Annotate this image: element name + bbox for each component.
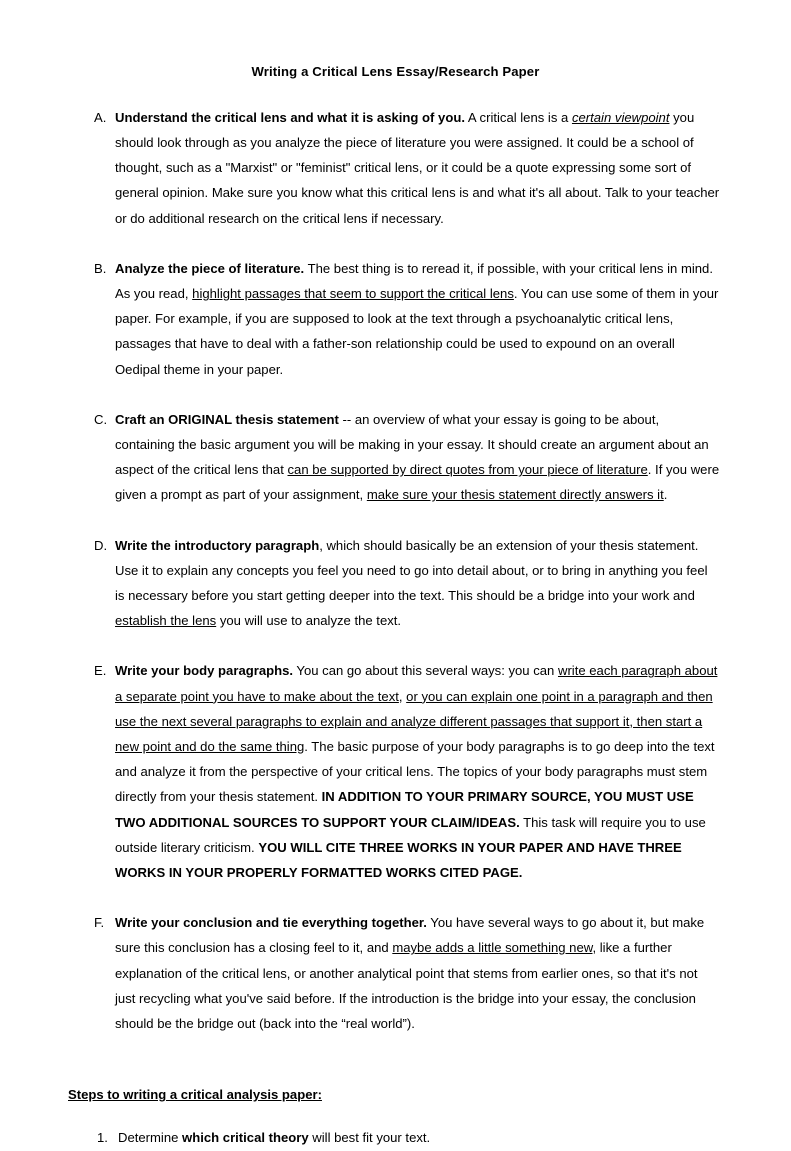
lettered-list [60, 105, 720, 1037]
list-item-a-text-1: A critical lens is a [464, 109, 572, 125]
list-item-b-lead: Analyze the piece of literature. [115, 260, 305, 276]
list-item-d-lead: Write the introductory paragraph [115, 537, 320, 553]
list-marker-d: D. [94, 537, 108, 553]
list-item-c-emphasis-1: can be supported by direct quotes from your piece of literature [287, 462, 648, 478]
list-marker-c: C. [94, 411, 108, 427]
list-item-e-emphasis-1: write each paragraph about a separate point you have to make about the text [115, 663, 718, 704]
list-item-f-text-1: You have several ways to go about it, but make sure this conclusion has a closing feel to it, and [115, 915, 705, 956]
lettered-steps-section [60, 105, 720, 1037]
list-item-c-text-2: . If you were given a prompt as part of your assignment, [115, 462, 720, 503]
list-item-f-text [115, 915, 704, 1031]
list-item-b-emphasis-1: highlight passages that seem to support the critical lens [192, 285, 514, 301]
page-title: Writing a Critical Lens Essay/Research Paper [251, 64, 540, 79]
list-item-c-emphasis-2: make sure your thesis statement directly answers it [366, 487, 664, 503]
list-item-e-emphasis-2: or you can explain one point in a paragraph and then use the next several paragraphs to explain and analyze different passages that support it, then start a new point and do the same thing [115, 688, 713, 754]
numbered-steps-section [60, 1125, 720, 1150]
list-item-c-text [115, 412, 719, 503]
numbered-list-item-1-text [118, 1130, 430, 1145]
list-item-d [60, 533, 720, 634]
list-item-a-text [115, 110, 719, 226]
list-item-a-text-2: you should look through as you analyze the piece of literature you were assigned. It could be a school of thought, such as a "Marxist" or "feminist" critical lens, or it could be a quote expressing some sort of general opinion. Make sure you know what this critical lens is and what it's all about. Talk to your teacher or do additional research on the critical lens if necessary. [115, 109, 720, 226]
numbered-item-1-text-2: will best fit your text. [308, 1130, 431, 1146]
list-item-e-text-1: You can go about this several ways: you can [293, 663, 558, 679]
list-item-a-lead: Understand the critical lens and what it is asking of you. [115, 109, 465, 125]
list-item-b-text [115, 261, 718, 377]
list-item-f [60, 910, 720, 1036]
list-marker-b: B. [94, 260, 107, 276]
list-item-e-text-4: This task will require you to use outside literary criticism. [115, 814, 706, 855]
list-item-d-text-1: , which should basically be an extension of your thesis statement. Use it to explain any concepts you feel you need to go into detail about, or to bring in anything you feel is necessary before you start getting deeper into the text. This should be a bridge into your work and [115, 537, 708, 603]
numbered-list [60, 1125, 720, 1150]
list-item-e-strong-1: IN ADDITION TO YOUR PRIMARY SOURCE, YOU MUST USE TWO ADDITIONAL SOURCES TO SUPPORT YOUR CLAIM/IDEAS. [115, 789, 694, 830]
list-item-f-text-2: , like a further explanation of the critical lens, or another analytical point that stems from earlier ones, so that it's not just recycling what you've said before. If the introduction is the bridge into your essay, the conclusion should be the bridge out (back into the “real world”). [115, 940, 698, 1031]
list-item-e-strong-2: YOU WILL CITE THREE WORKS IN YOUR PAPER AND HAVE THREE WORKS IN YOUR PROPERLY FORMATTED WORKS CITED PAGE. [115, 839, 682, 880]
list-item-d-emphasis-1: establish the lens [115, 613, 217, 629]
list-marker-1: 1. [97, 1130, 108, 1146]
list-item-d-text-2: you will use to analyze the text. [216, 613, 402, 629]
list-item-a-emphasis-1: certain viewpoint [571, 109, 670, 125]
list-item-b [60, 256, 720, 382]
list-item-c [60, 407, 720, 508]
list-item-e-text [115, 663, 717, 880]
steps-section-heading: Steps to writing a critical analysis paper: [68, 1087, 322, 1103]
list-item-c-text-1: -- an overview of what your essay is going to be about, containing the basic argument you will be making in your essay. It should create an argument about an aspect of the critical lens that [115, 411, 709, 478]
list-item-f-lead: Write your conclusion and tie everything together. [115, 915, 427, 931]
list-item-b-text-2: . You can use some of them in your paper. For example, if you are supposed to look at the text through a psychoanalytic critical lens, passages that have to deal with a father-son relationship could be used to expound on an overall Oedipal theme in your paper. [115, 285, 719, 377]
list-item-f-emphasis-1: maybe adds a little something new [392, 940, 593, 956]
list-item-b-text-1: The best thing is to reread it, if possible, with your critical lens in mind. As you read, [115, 260, 713, 301]
numbered-list-item-1 [60, 1125, 720, 1150]
list-item-c-lead: Craft an ORIGINAL thesis statement [115, 411, 339, 427]
list-marker-f: F. [94, 915, 105, 931]
list-item-d-text [115, 538, 708, 629]
list-item-e [60, 658, 720, 885]
numbered-item-1-text-1: Determine [118, 1130, 183, 1146]
list-marker-a: A. [94, 109, 107, 125]
numbered-item-1-strong-1: which critical theory [182, 1130, 309, 1146]
list-item-c-text-3: . [663, 487, 668, 503]
list-item-a [60, 105, 720, 231]
list-item-e-text-2: , [398, 688, 407, 704]
list-marker-e: E. [94, 663, 107, 679]
list-item-e-lead: Write your body paragraphs. [115, 663, 294, 679]
list-item-e-text-3: . The basic purpose of your body paragraphs is to go deep into the text and analyze it from the perspective of your critical lens. The topics of your body paragraphs must stem directly from your thesis statement. [115, 738, 715, 805]
